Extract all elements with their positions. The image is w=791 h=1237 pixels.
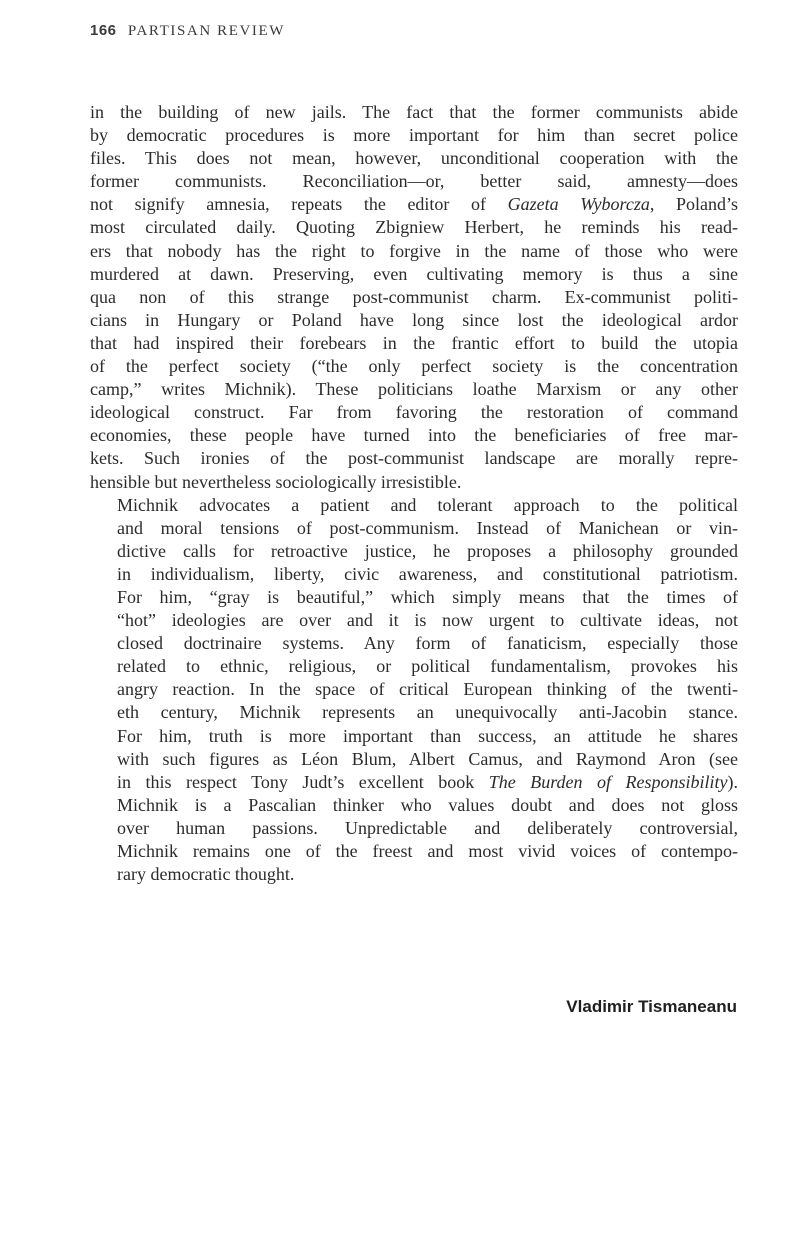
text-line: “hot” ideologies are over and it is now urgent to cultivate ideas, not [117, 610, 738, 631]
text-line: qua non of this strange post-communist charm. Ex-communist politi- [90, 286, 738, 307]
text-line: not signify amnesia, repeats the editor of Gazeta Wyborcza, Poland’s [90, 194, 738, 215]
text-line: closed doctrinaire systems. Any form of fanaticism, especially those [117, 633, 738, 654]
page-number: 166 [90, 22, 117, 39]
text-line: For him, truth is more important than success, an attitude he shares [117, 725, 738, 746]
text-line: economies, these people have turned into the beneficiaries of free mar- [90, 425, 738, 446]
text-line: Michnik remains one of the freest and most vivid voices of contempo- [117, 841, 738, 861]
text-line: ideological construct. Far from favoring the restoration of command [90, 402, 738, 423]
text-line: files. This does not mean, however, unconditional cooperation with the [90, 148, 738, 169]
text-line: cians in Hungary or Poland have long since lost the ideological ardor [90, 309, 738, 330]
text-line: in the building of new jails. The fact that the former communists abide [90, 102, 738, 122]
text-line: murdered at dawn. Preserving, even cultivating memory is thus a sine [90, 263, 738, 284]
article-body [90, 101, 738, 886]
text-line: former communists. Reconciliation—or, better said, amnesty—does [90, 171, 738, 192]
text-line: dictive calls for retroactive justice, he proposes a philosophy grounded [117, 540, 738, 561]
running-head [90, 22, 285, 40]
text-line: by democratic procedures is more important for him than secret police [90, 125, 738, 146]
text-line: of the perfect society (“the only perfect society is the concentration [90, 356, 738, 377]
text-line: related to ethnic, religious, or political fundamentalism, provokes his [117, 656, 738, 677]
text-line: in individualism, liberty, civic awareness, and constitutional patriotism. [117, 563, 738, 584]
author-signature: Vladimir Tismaneanu [566, 997, 737, 1016]
text-line: kets. Such ironies of the post-communist landscape are morally repre- [90, 448, 738, 469]
italic-title: Gazeta Wyborcza [507, 194, 650, 215]
text-line: that had inspired their forebears in the frantic effort to build the utopia [90, 332, 738, 353]
text-line: For him, “gray is beautiful,” which simply means that the times of [117, 586, 738, 607]
text-line: with such figures as Léon Blum, Albert Camus, and Raymond Aron (see [117, 748, 738, 769]
text-line: hensible but nevertheless sociologically irresistible. [90, 471, 462, 492]
text-line: rary democratic thought. [117, 864, 295, 885]
paragraph-2 [90, 494, 738, 887]
journal-title: PARTISAN REVIEW [127, 23, 286, 39]
text-line: most circulated daily. Quoting Zbigniew Herbert, he reminds his read- [90, 217, 738, 238]
italic-title: The Burden of Responsibility [488, 771, 728, 792]
text-line: camp,” writes Michnik). These politicians loathe Marxism or any other [90, 379, 738, 400]
text-line: angry reaction. In the space of critical European thinking of the twenti- [117, 679, 738, 700]
text-line: and moral tensions of post-communism. Instead of Manichean or vin- [117, 517, 738, 538]
paragraph-1 [90, 101, 738, 494]
text-line: in this respect Tony Judt’s excellent book The Burden of Responsibility). [117, 771, 738, 792]
text-line: Michnik is a Pascalian thinker who values doubt and does not gloss [117, 794, 738, 815]
text-line: eth century, Michnik represents an unequivocally anti-Jacobin stance. [117, 702, 738, 723]
text-line: over human passions. Unpredictable and deliberately controversial, [117, 817, 738, 838]
text-line: Michnik advocates a patient and tolerant approach to the political [117, 494, 738, 515]
text-line: ers that nobody has the right to forgive in the name of those who were [90, 240, 738, 261]
